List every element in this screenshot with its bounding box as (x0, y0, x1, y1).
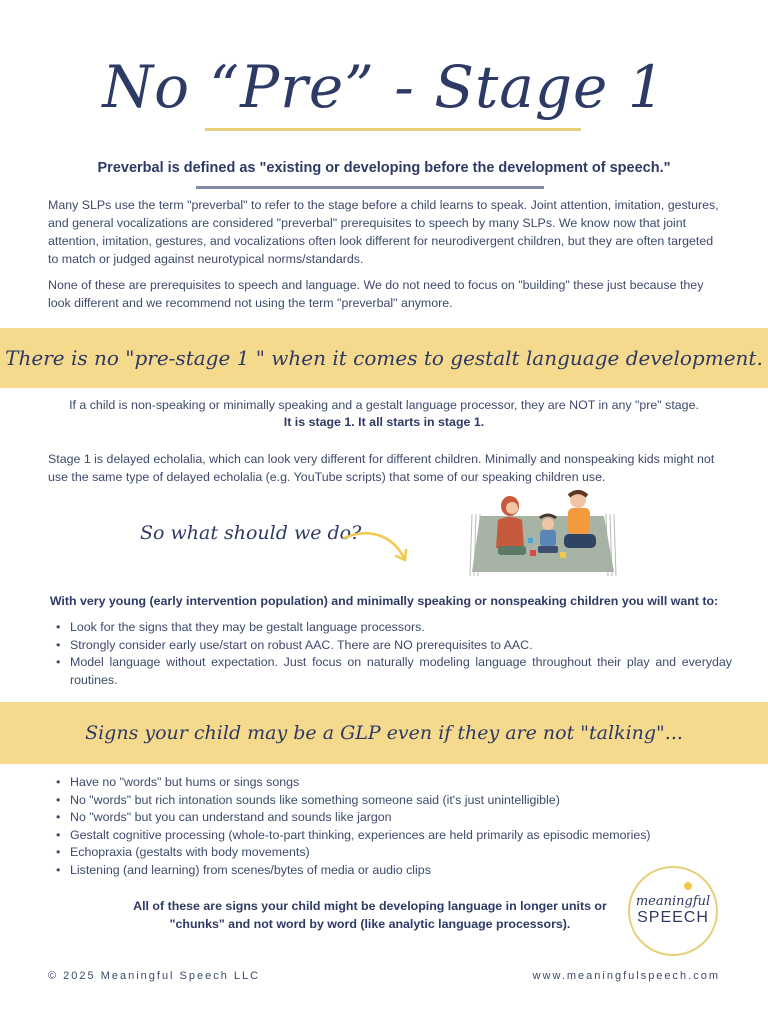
list-item: • Listening (and learning) from scenes/bytes of media or audio clips (56, 862, 732, 880)
glp-signs-list (56, 774, 732, 879)
curved-arrow-icon (340, 528, 412, 568)
list-item: • Model language without expectation. Just focus on naturally modeling language throughout their play and everyday routines. (56, 654, 732, 689)
intro-paragraph-2: None of these are prerequisites to speech and language. We do not need to focus on "building" these just because they look different and we recommend not using the term "preverbal" anymore. (48, 278, 704, 310)
no-pre-stage-banner (0, 328, 768, 388)
glp-signs-banner (0, 702, 768, 764)
stage1-emphasis: It is stage 1. It all starts in stage 1. (283, 415, 485, 429)
list-item: • Gestalt cognitive processing (whole-to-part thinking, experiences are held primarily as episodic memories) (56, 827, 732, 845)
stage1-statement: If a child is non-speaking or minimally speaking and a gestalt language processor, they are NOT in any "pre" stage. (69, 398, 699, 412)
list-item: • Look for the signs that they may be gestalt language processors. (56, 619, 732, 637)
logo-wordmark-bottom: SPEECH (637, 909, 709, 926)
preverbal-definition: Preverbal is defined as "existing or developing before the development of speech." (97, 160, 671, 176)
closing-statement: All of these are signs your child might be developing language in longer units or "chunks" and not word by word (like analytic language processors). (133, 899, 607, 931)
logo-wordmark-top: meaningful (635, 894, 711, 909)
list-item: • Echopraxia (gestalts with body movements) (56, 844, 732, 862)
recommendations-intro: With very young (early intervention population) and minimally speaking or nonspeaking children you will want to: (49, 594, 719, 608)
list-item: • Have no "words" but hums or sings songs (56, 774, 732, 792)
family-playing-illustration (468, 488, 618, 584)
logo-sparkle-icon (684, 882, 692, 890)
list-item: • Strongly consider early use/start on robust AAC. There are NO prerequisites to AAC. (56, 637, 732, 655)
glp-signs-banner-text: Signs your child may be a GLP even if they are not "talking"... (85, 722, 683, 744)
meaningful-speech-logo (628, 866, 718, 956)
title-underline (205, 128, 581, 131)
intro-paragraph-1: Many SLPs use the term "preverbal" to refer to the stage before a child learns to speak. Joint attention, imitation, gestures, and general vocalizations are considered "preverbal" prerequisites to speech by many SLPs. We know now that joint attention, imitation, gestures, and vocalizations often look different for neurodivergent children, but they are often targeted to match or judged against neurotypical norms/standards. (48, 198, 719, 266)
stage1-paragraph: Stage 1 is delayed echolalia, which can look very different for different children. Minimally and nonspeaking kids might not use the same type of delayed echolalia (e.g. YouTube scripts) that some of our speaking children use. (48, 452, 715, 484)
list-item: • No "words" but you can understand and sounds like jargon (56, 809, 732, 827)
definition-underline (196, 186, 544, 189)
what-to-do-question: So what should we do? (140, 522, 362, 544)
website-link[interactable]: www.meaningfulspeech.com (532, 970, 720, 982)
no-pre-stage-banner-text: There is no "pre-stage 1 " when it comes to gestalt language development. (5, 346, 763, 370)
copyright: © 2025 Meaningful Speech LLC (48, 970, 261, 982)
page-title: No “Pre” - Stage 1 (102, 53, 666, 121)
list-item: • No "words" but rich intonation sounds like something someone said (it's just unintelligible) (56, 792, 732, 810)
recommendations-list (56, 619, 732, 689)
